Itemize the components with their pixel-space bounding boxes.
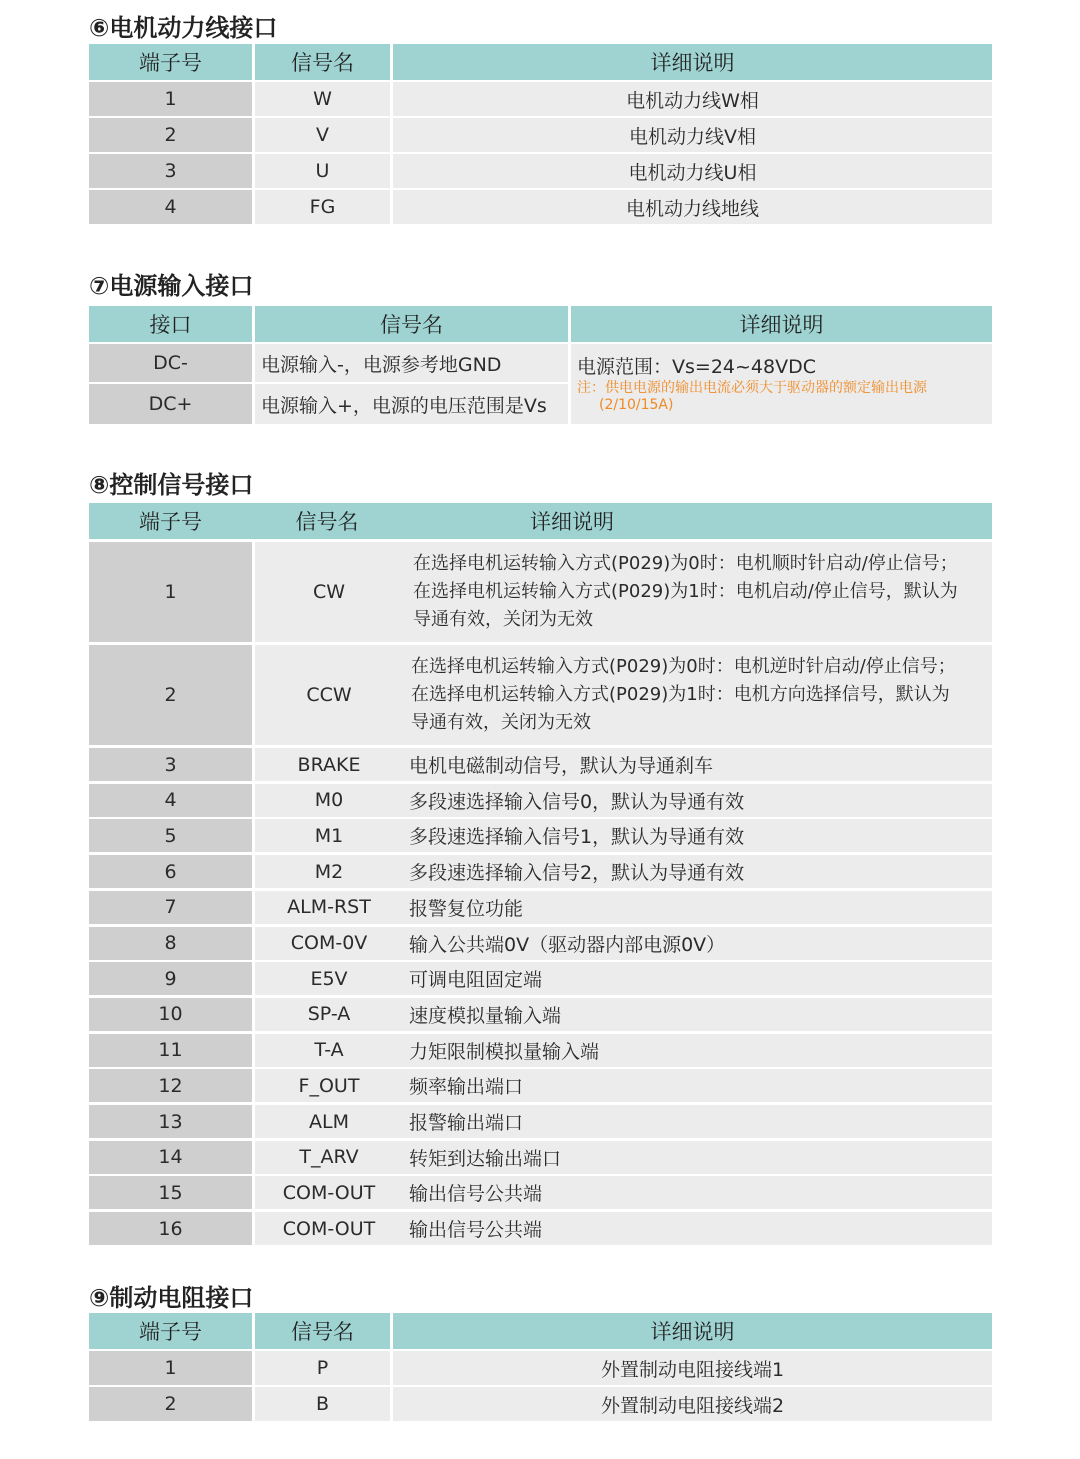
table-cell-description: 多段速选择输入信号0，默认为导通有效	[403, 784, 992, 817]
table-cell: 电机动力线W相	[393, 82, 992, 116]
table-cell: B	[255, 1387, 390, 1421]
header-cell: 接口	[89, 306, 252, 342]
table-cell: 14	[89, 1141, 252, 1174]
table-cell: 2	[89, 645, 252, 745]
header-cell: 详细说明	[393, 44, 992, 80]
description-line: 导通有效，关闭为无效	[413, 609, 593, 630]
table-cell: 6	[89, 855, 252, 888]
table-cell: ALM-RST	[255, 891, 403, 924]
description-line: 在选择电机运转输入方式(P029)为1时：电机启动/停止信号，默认为	[413, 581, 958, 602]
table-cell: 1	[89, 542, 252, 642]
table-cell: COM-0V	[255, 927, 403, 960]
header-cell: 信号名	[255, 306, 568, 342]
header-cell: 详细说明	[393, 1313, 992, 1349]
table-cell: U	[255, 154, 390, 188]
table-cell-description: 多段速选择输入信号2，默认为导通有效	[403, 855, 992, 888]
header-cell: 信号名	[255, 44, 390, 80]
table-cell: T-A	[255, 1034, 403, 1067]
table-cell: 15	[89, 1176, 252, 1209]
table-cell-description: 报警输出端口	[403, 1105, 992, 1138]
table-cell: 2	[89, 118, 252, 152]
table-cell-description: 输出信号公共端	[403, 1176, 992, 1209]
table-cell: 外置制动电阻接线端1	[393, 1351, 992, 1385]
table-cell-description: 频率输出端口	[403, 1069, 992, 1102]
table-cell: 外置制动电阻接线端2	[393, 1387, 992, 1421]
table-cell: 4	[89, 784, 252, 817]
table-cell: 4	[89, 190, 252, 224]
table-cell: 13	[89, 1105, 252, 1138]
table-cell: 7	[89, 891, 252, 924]
power-note-text-2: (2/10/15A)	[599, 397, 674, 413]
table-cell: 电源输入+，电源的电压范围是Vs	[255, 384, 568, 424]
table-cell: BRAKE	[255, 748, 403, 781]
table-cell: 8	[89, 927, 252, 960]
header-cell: 信号名	[255, 1313, 390, 1349]
table-cell: 10	[89, 998, 252, 1031]
table-cell: 电机动力线U相	[393, 154, 992, 188]
table-cell: DC+	[89, 384, 252, 424]
table-cell-description: 速度模拟量输入端	[403, 998, 992, 1031]
header-cell: 端子号	[89, 44, 252, 80]
table-cell: COM-OUT	[255, 1176, 403, 1209]
table-cell: FG	[255, 190, 390, 224]
section-title: ⑧控制信号接口	[89, 471, 254, 499]
description-line: 在选择电机运转输入方式(P029)为1时：电机方向选择信号，默认为	[411, 684, 950, 705]
table-cell: 3	[89, 748, 252, 781]
table-cell: 3	[89, 154, 252, 188]
table-cell-description: 电机电磁制动信号，默认为导通刹车	[403, 748, 992, 781]
description-line: 在选择电机运转输入方式(P029)为0时：电机逆时针启动/停止信号；	[411, 656, 956, 677]
table-cell: DC-	[89, 344, 252, 382]
table-cell-description: 可调电阻固定端	[403, 962, 992, 995]
table-cell: 电机动力线地线	[393, 190, 992, 224]
table-cell: ALM	[255, 1105, 403, 1138]
header-cell: 端子号	[89, 1313, 252, 1349]
table-cell-description	[403, 542, 992, 642]
table-cell: COM-OUT	[255, 1212, 403, 1245]
table-cell: M2	[255, 855, 403, 888]
section-title: ⑨制动电阻接口	[89, 1284, 254, 1312]
table-cell: 9	[89, 962, 252, 995]
table-cell: V	[255, 118, 390, 152]
description-line: 导通有效，关闭为无效	[411, 712, 591, 733]
table-cell-description: 输出信号公共端	[403, 1212, 992, 1245]
header-cell: 信号名	[252, 503, 402, 539]
table-cell: P	[255, 1351, 390, 1385]
table-cell: W	[255, 82, 390, 116]
table-cell: T_ARV	[255, 1141, 403, 1174]
table-cell: E5V	[255, 962, 403, 995]
table-cell: 11	[89, 1034, 252, 1067]
header-cell: 详细说明	[402, 503, 992, 539]
table-cell: CW	[255, 542, 403, 642]
description-line: 在选择电机运转输入方式(P029)为0时：电机顺时针启动/停止信号；	[413, 553, 958, 574]
table-cell-description: 转矩到达输出端口	[403, 1141, 992, 1174]
table-cell: M1	[255, 819, 403, 852]
table-cell: F_OUT	[255, 1069, 403, 1102]
table-cell-description: 输入公共端0V（驱动器内部电源0V）	[403, 927, 992, 960]
table-cell-description	[403, 645, 992, 745]
table-cell-description: 报警复位功能	[403, 891, 992, 924]
header-cell: 详细说明	[571, 306, 992, 342]
table-cell: 电源输入-，电源参考地GND	[255, 344, 568, 382]
table-cell: 5	[89, 819, 252, 852]
table-cell: 电机动力线V相	[393, 118, 992, 152]
section-title: ⑦电源输入接口	[89, 272, 254, 300]
table-cell: 1	[89, 82, 252, 116]
power-detail-cell	[571, 344, 992, 424]
table-cell: 16	[89, 1212, 252, 1245]
table-cell: SP-A	[255, 998, 403, 1031]
power-note-text: 注：供电电源的输出电流必须大于驱动器的额定输出电源	[577, 380, 927, 396]
table-cell: M0	[255, 784, 403, 817]
header-cell: 端子号	[89, 503, 252, 539]
table-cell-description: 多段速选择输入信号1，默认为导通有效	[403, 819, 992, 852]
table-cell: 12	[89, 1069, 252, 1102]
table-cell-description: 力矩限制模拟量输入端	[403, 1034, 992, 1067]
table-cell: CCW	[255, 645, 403, 745]
power-range-text: 电源范围：Vs=24~48VDC	[577, 356, 816, 378]
table-cell: 1	[89, 1351, 252, 1385]
table-cell: 2	[89, 1387, 252, 1421]
section-title: ⑥电机动力线接口	[89, 14, 278, 42]
